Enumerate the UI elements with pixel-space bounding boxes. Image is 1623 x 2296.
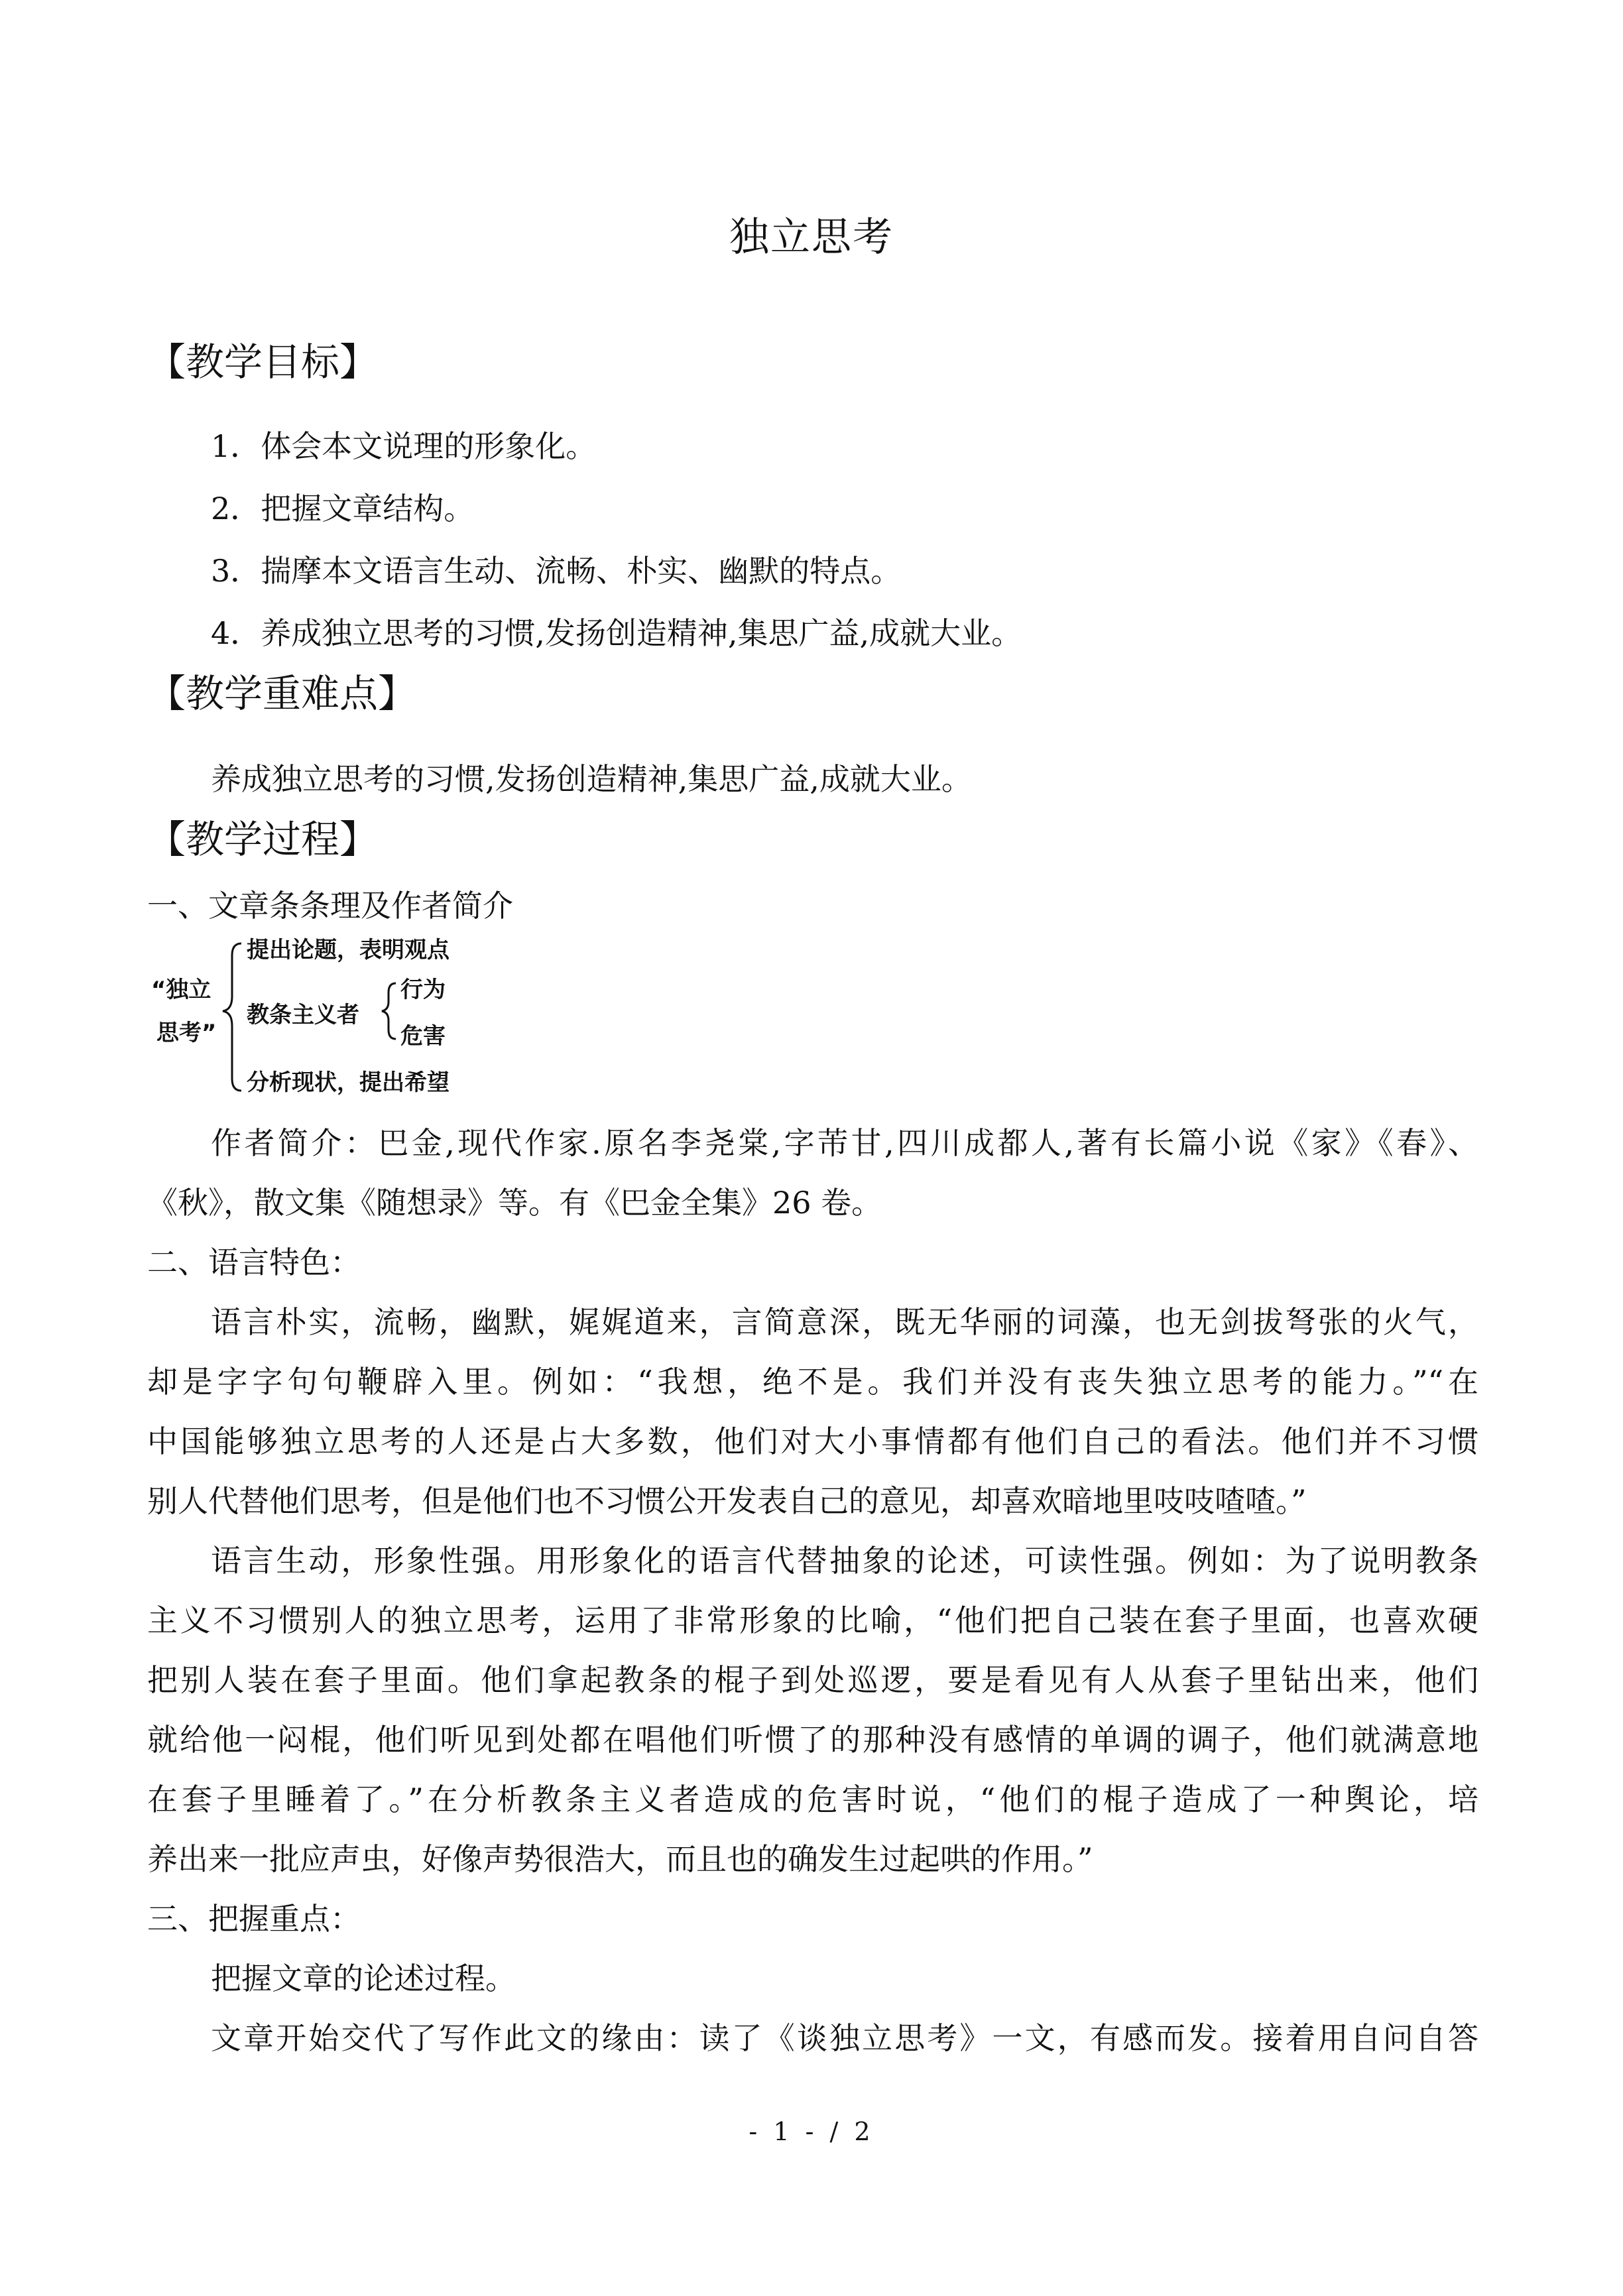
paragraph-line: 就给他一闷棍，他们听见到处都在唱他们听惯了的那种没有感情的单调的调子，他们就满意地: [147, 1722, 1478, 1758]
process-heading: 【教学过程】: [147, 817, 379, 862]
sub-brace: [382, 983, 396, 1039]
author-intro-line: 作者简介：巴金,现代作家.原名李尧棠,字芾甘,四川成都人,著有长篇小说《家》《春》、: [211, 1125, 1478, 1161]
page-title: 独立思考: [729, 214, 894, 261]
paragraph-line: 中国能够独立思考的人还是占大多数，他们对大小事情都有他们自己的看法。他们并不习惯: [147, 1423, 1478, 1459]
outline-root: 思考”: [156, 1020, 217, 1046]
main-brace: [223, 943, 241, 1091]
page-number: - 1 - / 2: [749, 2117, 874, 2146]
objective-item: 2．把握文章结构。: [211, 491, 475, 526]
paragraph-line: 在套子里睡着了。”在分析教条主义者造成的危害时说，“他们的棍子造成了一种舆论，培: [147, 1782, 1478, 1817]
outline-branch: 分析现状，提出希望: [247, 1069, 450, 1096]
author-intro-line: 《秋》，散文集《随想录》等。有《巴金全集》26 卷。: [147, 1185, 882, 1221]
part3-heading: 三、把握重点：: [147, 1901, 361, 1937]
outline-branch: 教条主义者: [247, 1002, 359, 1028]
key-points-heading: 【教学重难点】: [147, 671, 417, 716]
objective-item: 3．揣摩本文语言生动、流畅、朴实、幽默的特点。: [211, 553, 902, 589]
paragraph-line: 把别人装在套子里面。他们拿起教条的棍子到处巡逻，要是看见有人从套子里钻出来，他们: [147, 1662, 1478, 1698]
paragraph-line: 把握文章的论述过程。: [211, 1961, 516, 1996]
part1-heading: 一、文章条条理及作者简介: [147, 888, 513, 924]
paragraph-line: 语言朴实，流畅，幽默，娓娓道来，言简意深，既无华丽的词藻，也无剑拔弩张的火气，: [211, 1304, 1478, 1340]
paragraph-line: 养出来一批应声虫，好像声势很浩大，而且也的确发生过起哄的作用。”: [147, 1841, 1093, 1877]
objective-item: 1．体会本文说理的形象化。: [211, 428, 597, 464]
outline-branch: 提出论题，表明观点: [247, 937, 450, 963]
objectives-heading: 【教学目标】: [147, 339, 379, 385]
paragraph-line: 主义不习惯别人的独立思考，运用了非常形象的比喻，“他们把自己装在套子里面，也喜欢硬: [147, 1602, 1478, 1638]
paragraph-line: 文章开始交代了写作此文的缘由：读了《谈独立思考》一文，有感而发。接着用自问自答: [211, 2020, 1478, 2056]
structure-outline: [147, 925, 545, 1104]
key-points-text: 养成独立思考的习惯,发扬创造精神,集思广益,成就大业。: [211, 761, 972, 797]
outline-sub-item: 危害: [400, 1023, 446, 1050]
paragraph-line: 却是字字句句鞭辟入里。例如：“我想，绝不是。我们并没有丧失独立思考的能力。”“在: [147, 1364, 1478, 1400]
paragraph-line: 别人代替他们思考，但是他们也不习惯公开发表自己的意见，却喜欢暗地里吱吱喳喳。”: [147, 1483, 1307, 1519]
part2-heading: 二、语言特色：: [147, 1244, 361, 1280]
objective-item: 4．养成独立思考的习惯,发扬创造精神,集思广益,成就大业。: [211, 615, 1022, 651]
paragraph-line: 语言生动，形象性强。用形象化的语言代替抽象的论述，可读性强。例如：为了说明教条: [211, 1543, 1478, 1579]
outline-sub-item: 行为: [400, 977, 446, 1003]
outline-root: “独立: [151, 977, 211, 1003]
